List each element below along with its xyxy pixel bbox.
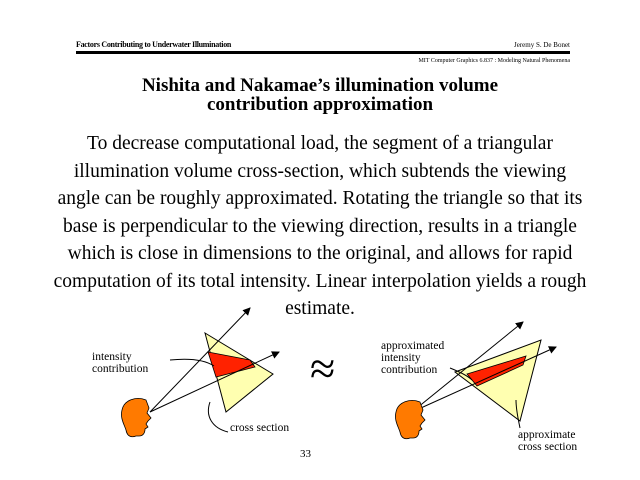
header-title: Factors Contributing to Underwater Illumination: [76, 40, 232, 49]
left-intensity-label: intensity contribution: [92, 351, 149, 375]
page-number: 33: [300, 448, 311, 460]
right-intensity-label: approximated intensity contribution: [381, 340, 445, 376]
slide-body-text: To decrease computational load, the segment of a triangular illumination volume cross-section, which subtends the viewing angle can be roughly approximated. Rotating the triangle so that its base is perpendicular to the viewing direction, results in a triangle which is close in dimensions to the original, and allows for rapid computation of its total intensity. Linear interpolation yields a rough estimate.: [53, 133, 587, 319]
left-viewer-head-icon: [121, 398, 151, 436]
right-cross-section-triangle: [455, 340, 541, 421]
left-intensity-pointer: [170, 359, 214, 366]
header-author: Jeremy S. De Bonet: [514, 41, 570, 49]
slide-title-line-1: Nishita and Nakamae’s illumination volume: [141, 75, 499, 96]
header-subtitle: MIT Computer Graphics 6.837 : Modeling Natural Phenomena: [418, 58, 570, 64]
right-viewer-head-icon: [395, 400, 425, 438]
left-cross-section-label: cross section: [230, 422, 290, 434]
right-cross-section-label: approximate cross section: [518, 429, 578, 453]
slide-title-line-2: contribution approximation: [206, 94, 434, 115]
approx-symbol: ≈: [310, 343, 336, 394]
